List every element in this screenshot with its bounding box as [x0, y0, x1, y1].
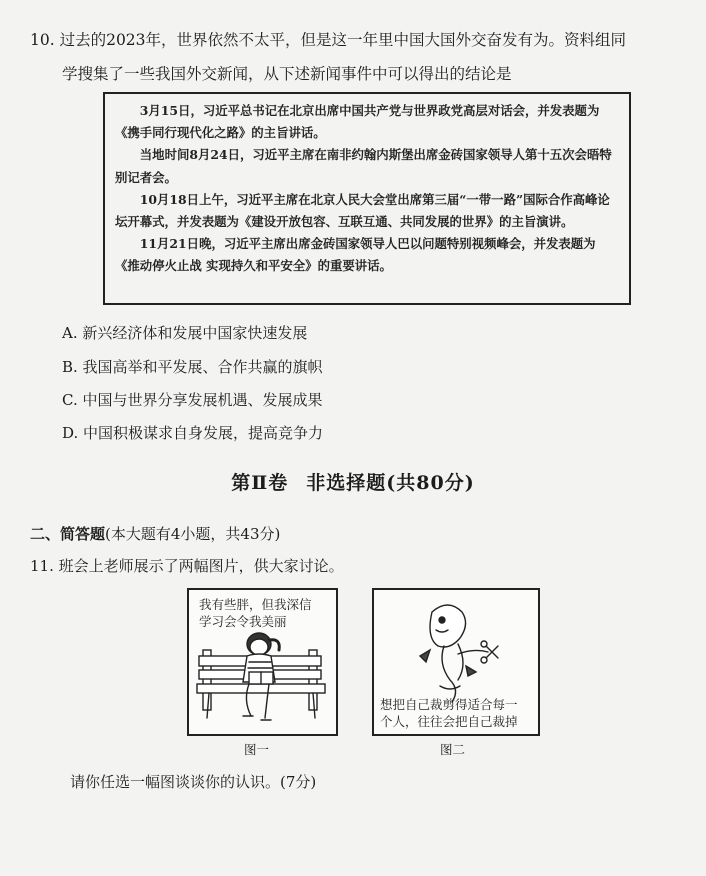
figure-1-speech-line-2: 学习会令我美丽 [199, 614, 287, 629]
option-b: B. 我国高举和平发展、合作共赢的旗帜 [62, 358, 323, 376]
news-item-1: 3月15日，习近平总书记在北京出席中国共产党与世界政党高层对话会，并发表题为《携手同行现代化之路》的主旨讲话。 [115, 103, 600, 141]
section-title [0, 468, 706, 495]
question-11-stem: 11. 班会上老师展示了两幅图片，供大家讨论。 [30, 557, 344, 575]
news-item-4: 11月21日晚，习近平主席出席金砖国家领导人巴以问题特别视频峰会，并发表题为《推动停火止战 实现持久和平安全》的重要讲话。 [115, 236, 596, 274]
news-item-3: 10月18日上午，习近平主席在北京人民大会堂出席第三届“一带一路”国际合作高峰论坛开幕式，并发表题为《建设开放包容、互联互通、共同发展的世界》的主旨演讲。 [115, 191, 610, 230]
figure-2-speech-line-1: 想把自己裁剪得适合每一 [380, 697, 518, 712]
news-material-box [103, 92, 631, 305]
question-10-stem-continued: 学搜集了一些我国外交新闻，从下述新闻事件中可以得出的结论是 [62, 65, 512, 83]
figure-2-speech [380, 696, 518, 730]
section-subtitle: 非选择题(共80分) [306, 472, 475, 494]
part-heading [30, 523, 280, 544]
option-a: A. 新兴经济体和发展中国家快速发展 [62, 324, 308, 342]
figure-2-caption: 图二 [440, 742, 466, 757]
figure-2-speech-line-2: 个人，往往会把自己裁掉 [380, 714, 518, 729]
figure-1-cartoon [187, 588, 338, 736]
figure-1-speech [199, 596, 312, 630]
question-10-stem: 10. 过去的2023年，世界依然不太平，但是这一年里中国大国外交奋发有为。资料组同 [30, 31, 627, 49]
figure-2-cartoon [372, 588, 540, 736]
figure-1-caption: 图一 [244, 742, 270, 757]
news-item-2: 当地时间8月24日，习近平主席在南非约翰内斯堡出席金砖国家领导人第十五次会晤特别记者会。 [115, 147, 612, 185]
option-c: C. 中国与世界分享发展机遇、发展成果 [62, 391, 323, 409]
question-11-task: 请你任选一幅图谈谈你的认识。(7分) [70, 773, 317, 791]
part-heading-note: (本大题有4小题，共43分) [105, 525, 281, 543]
section-volume: 第Ⅱ卷 [231, 472, 289, 494]
part-heading-title: 二、简答题 [30, 525, 106, 543]
figure-1-speech-line-1: 我有些胖，但我深信 [199, 597, 312, 612]
option-d: D. 中国积极谋求自身发展，提高竞争力 [62, 424, 324, 442]
